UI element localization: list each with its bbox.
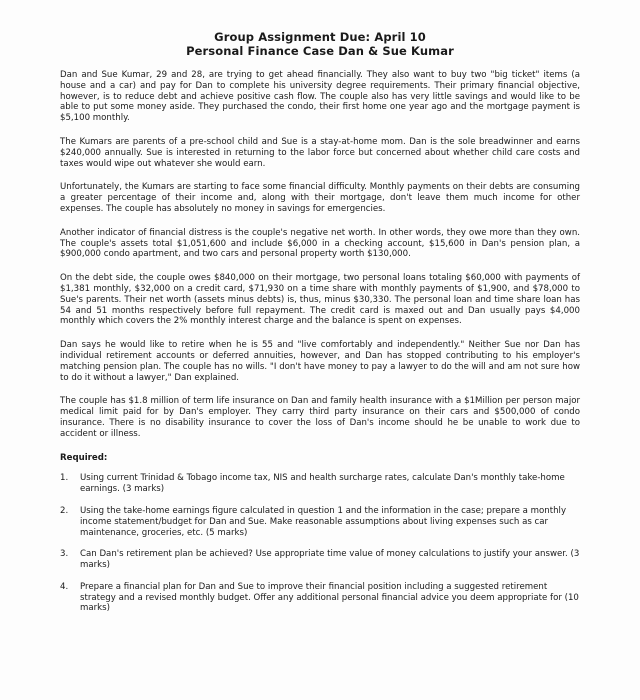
paragraph-debts: On the debt side, the couple owes $840,000 on their mortgage, two personal loans totaling $60,000 with payments of $1,381 monthly, $32,000 on a credit card, $71,930 on a time share with monthly payments of $1,900, and $78,000 to Sue's parents. Their net worth (assets minus debts) is, thus, minus $30,330. The personal loan and time share loan has 54 and 51 months respectively before full repayment. The credit card is maxed out and Dan usually pays $4,000 monthly which covers the 2% monthly interest charge and the balance is spent on expenses. bbox=[60, 273, 580, 327]
question-item bbox=[60, 506, 580, 538]
paragraph-intro: Dan and Sue Kumar, 29 and 28, are trying to get ahead financially. They also want to buy two "big ticket" items (a house and a car) and pay for Dan to complete his university degree requirements. Their primary financial objective, however, is to reduce debt and achieve positive cash flow. The couple also has very little savings and would like to be able to put some money aside. They purchased the condo, their first home one year ago and the mortgage payment is $5,100 monthly. bbox=[60, 70, 580, 124]
questions-list bbox=[60, 473, 580, 614]
case-title: Personal Finance Case Dan & Sue Kumar bbox=[186, 44, 454, 58]
document-body bbox=[60, 70, 580, 625]
question-text: Can Dan's retirement plan be achieved? Use appropriate time value of money calculations to justify your answer. (3 marks) bbox=[80, 549, 580, 571]
question-text: Using the take-home earnings figure calculated in question 1 and the information in the case; prepare a monthly income statement/budget for Dan and Sue. Make reasonable assumptions about living expenses such as car maintenance, groceries, etc. (5 marks) bbox=[80, 505, 567, 538]
question-item bbox=[60, 549, 580, 571]
question-text: Prepare a financial plan for Dan and Sue to improve their financial position including a suggested retirement strategy and a revised monthly budget. Offer any additional personal financial advice you deem appropriate for (10 marks) bbox=[80, 581, 579, 614]
question-number: 1. bbox=[60, 473, 69, 484]
required-heading: Required: bbox=[60, 452, 108, 463]
document-header bbox=[0, 30, 640, 58]
paragraph-insurance: The couple has $1.8 million of term life insurance on Dan and family health insurance with a $1Million per person major medical limit paid for by Dan's employer. They carry third party insurance on their cars and $500,000 of condo insurance. There is no disability insurance to cover the loss of Dan's income should he be unable to work due to accident or illness. bbox=[60, 396, 580, 439]
question-number: 3. bbox=[60, 549, 69, 560]
assignment-title: Group Assignment Due: April 10 bbox=[214, 30, 426, 44]
question-number: 4. bbox=[60, 581, 69, 592]
question-item bbox=[60, 473, 580, 495]
question-number: 2. bbox=[60, 505, 69, 516]
paragraph-family: The Kumars are parents of a pre-school child and Sue is a stay-at-home mom. Dan is the sole breadwinner and earns $240,000 annually. Sue is interested in returning to the labor force but concerned about whether child care costs and taxes would wipe out whatever she would earn. bbox=[60, 136, 580, 169]
question-text: Using current Trinidad & Tobago income tax, NIS and health surcharge rates, calculate Dan's monthly take-home earnings. (3 marks) bbox=[80, 473, 565, 495]
question-item bbox=[60, 582, 580, 614]
paragraph-difficulty: Unfortunately, the Kumars are starting to face some financial difficulty. Monthly payments on their debts are consuming a greater percentage of their income and, along with their mortgage, don't leave them much income for other expenses. The couple has absolutely no money in savings for emergencies. bbox=[60, 182, 580, 214]
paragraph-retirement: Dan says he would like to retire when he is 55 and "live comfortably and independently." Neither Sue nor Dan has individual retirement accounts or deferred annuities, however, and Dan has stopped contributing to his employer's matching pension plan. The couple has no wills. "I don't have money to pay a lawyer to do the will and am not sure how to do it without a lawyer," Dan explained. bbox=[60, 340, 580, 383]
paragraph-net-worth: Another indicator of financial distress is the couple's negative net worth. In other words, they owe more than they own. The couple's assets total $1,051,600 and include $6,000 in a checking account, $15,600 in Dan's pension plan, a $900,000 condo apartment, and two cars and personal property worth $130,000. bbox=[60, 227, 580, 260]
